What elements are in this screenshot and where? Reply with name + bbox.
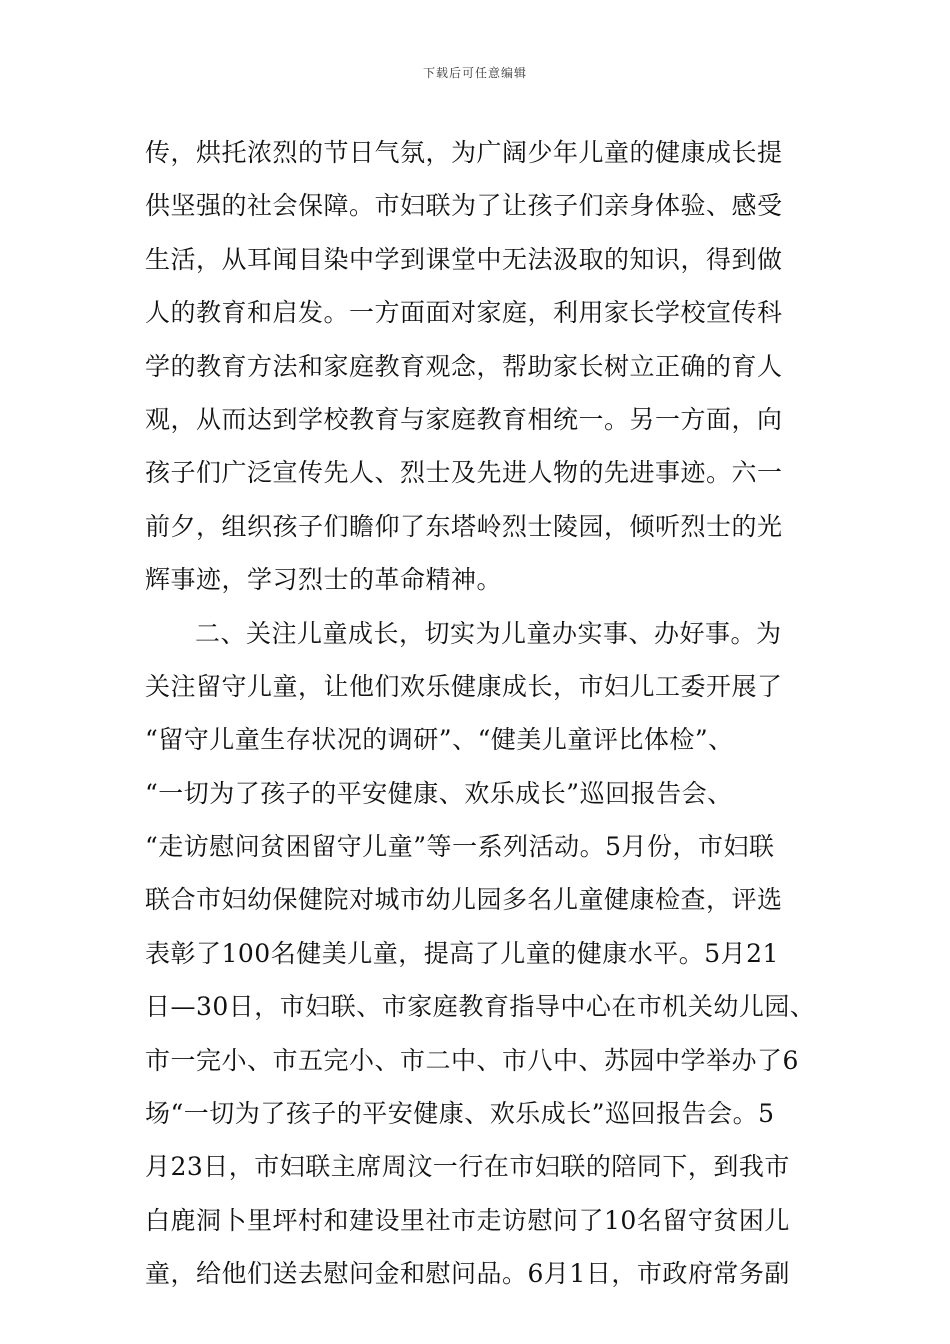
text-line: 前夕，组织孩子们瞻仰了东塔岭烈士陵园，倾听烈士的光 xyxy=(145,511,783,541)
document-body xyxy=(145,126,815,1301)
section-heading-line: 二、关注儿童成长，切实为儿童办实事、办好事。为 xyxy=(195,618,782,648)
text-line: 生活，从耳闻目染中学到课堂中无法汲取的知识，得到做 xyxy=(145,244,783,274)
text-line: 月23日，市妇联主席周汶一行在市妇联的陪同下，到我市 xyxy=(145,1152,790,1182)
text-line: 学的教育方法和家庭教育观念，帮助家长树立正确的育人 xyxy=(145,351,783,381)
text-line: “一切为了孩子的平安健康、欢乐成长”巡回报告会、 xyxy=(145,778,733,808)
text-line: 观，从而达到学校教育与家庭教育相统一。另一方面，向 xyxy=(145,404,783,434)
text-line: 供坚强的社会保障。市妇联为了让孩子们亲身体验、感受 xyxy=(145,191,783,221)
text-line: 传，烘托浓烈的节日气氛，为广阔少年儿童的健康成长提 xyxy=(145,138,783,167)
text-line: 孩子们广泛宣传先人、烈士及先进人物的先进事迹。六一 xyxy=(145,458,783,488)
text-line: 日—30日，市妇联、市家庭教育指导中心在市机关幼儿园、 xyxy=(145,992,816,1022)
text-line: 场“一切为了孩子的平安健康、欢乐成长”巡回报告会。5 xyxy=(145,1099,775,1129)
text-line: 人的教育和启发。一方面面对家庭，利用家长学校宣传科 xyxy=(145,298,783,328)
text-line: “走访慰问贫困留守儿童”等一系列活动。5月份，市妇联 xyxy=(145,832,775,862)
text-line: 表彰了100名健美儿童，提高了儿童的健康水平。5月21 xyxy=(145,938,779,968)
text-line: 童，给他们送去慰问金和慰问品。6月1日，市政府常务副 xyxy=(145,1259,790,1289)
text-line: 联合市妇幼保健院对城市幼儿园多名儿童健康检查，评选 xyxy=(145,885,783,915)
text-line: 市一完小、市五完小、市二中、市八中、苏园中学举办了6 xyxy=(145,1045,799,1075)
text-line: 关注留守儿童，让他们欢乐健康成长，市妇儿工委开展了 xyxy=(145,671,783,701)
text-line: “留守儿童生存状况的调研”、“健美儿童评比体检”、 xyxy=(145,725,734,755)
text-line: 辉事迹，学习烈士的革命精神。 xyxy=(145,565,503,595)
page-header-note: 下载后可任意编辑 xyxy=(422,66,527,80)
text-line: 白鹿洞卜里坪村和建设里社市走访慰问了10名留守贫困儿 xyxy=(145,1205,790,1235)
